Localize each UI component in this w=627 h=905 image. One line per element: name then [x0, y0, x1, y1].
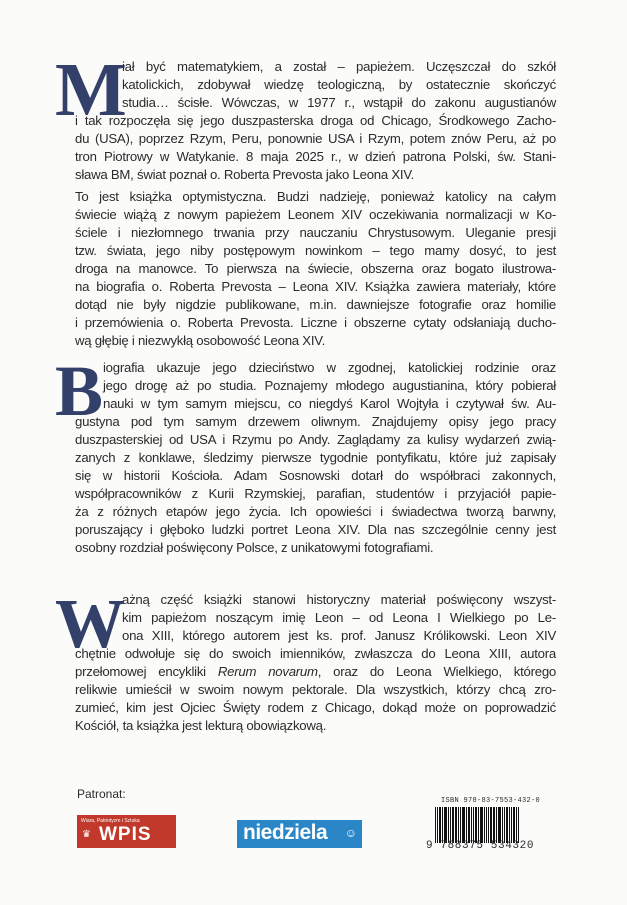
barcode-bar	[493, 807, 495, 843]
text-line: zumieć, kim jest Ojciec Święty rodem z Chicago, dokąd może on poprowadzić	[75, 700, 556, 715]
madonna-icon: ☺	[344, 826, 357, 840]
text-segment: przełomowej encykliki	[75, 664, 218, 679]
paragraph-3	[75, 359, 556, 557]
barcode-bar	[439, 807, 441, 843]
text-line: i przemówienia o. Roberta Prevosta. Liczne i obszerne cytaty odsłaniają ducho-	[75, 315, 556, 330]
text-line: To jest książka optymistyczna. Budzi nadzieję, ponieważ katolicy na całym	[75, 189, 556, 204]
text-line: chętnie odwołuje się do swoich imienników, zwłaszcza do Leona XIII, autora	[75, 646, 556, 661]
text-line: nauki w tym samym miejscu, co niegdyś Karol Wojtyła i czytywał św. Au-	[103, 396, 556, 411]
text-line: relikwie umieścił w swoim nowym pektorale. Dla wszystkich, którzy chcą zro-	[75, 682, 556, 697]
text-line: duszpasterskiej od USA i Rzymu po Andy. Zaglądamy za kulisy wydarzeń zwią-	[75, 432, 556, 447]
text-line: iografia ukazuje jego dzieciństwo w zgodnej, katolickiej rodzinie oraz	[103, 360, 556, 375]
text-segment: , oraz do Leona Wielkiego, którego	[317, 664, 557, 679]
barcode-bar	[442, 807, 443, 843]
barcode-bar	[488, 807, 489, 843]
patronat-label: Patronat:	[77, 787, 126, 801]
paragraph-1	[75, 58, 556, 184]
paragraph-2	[75, 188, 556, 350]
barcode-bar	[466, 807, 467, 843]
text-line: droga na manowce. To pierwsza na świecie, obszerna oraz bogato ilustrowa-	[75, 261, 556, 276]
barcode-bar	[486, 807, 487, 843]
drop-cap-m: M	[55, 48, 127, 132]
text-line: ona XIII, którego autorem jest ks. prof. Janusz Królikowski. Leon XIV	[122, 628, 556, 643]
isbn-text: ISBN 978-83-7553-432-0	[441, 797, 541, 805]
text-line	[75, 663, 556, 681]
barcode-bar	[444, 807, 447, 843]
text-line: kim papieżom noszącym imię Leon – od Leona I Wielkiego po Le-	[122, 610, 556, 625]
text-line: poruszający i głęboko ludzki portret Leona XIV. Dla nas szczególnie cenny jest	[75, 522, 556, 537]
barcode-bar	[471, 807, 472, 843]
ean-number: 9 788375 534320	[426, 840, 535, 852]
barcode-bar	[450, 807, 451, 843]
text-line: tron Piotrowy w Watykanie. 8 maja 2025 r., w dzień patrona Polski, św. Stani-	[75, 149, 556, 164]
barcode-bar	[473, 807, 474, 843]
text-line: Kościół, ta książka jest lekturą obowiązkową.	[75, 718, 327, 733]
paragraph-4	[75, 591, 556, 735]
text-line: katolickich, zdobywał wiedzę teologiczną, by ostatecznie skończyć	[122, 77, 556, 92]
barcode-bar	[468, 807, 470, 843]
text-line: studia… ścisłe. Wówczas, w 1977 r., wstąpił do zakonu augustianów	[122, 95, 556, 110]
text-line: ściele i niezłomnego trwania przy nauczaniu Chrystusowym. Uleganie presji	[75, 225, 556, 240]
text-line: du (USA), poprzez Rzym, Peru, ponownie USA i Rzym, potem znów Peru, aż po	[75, 131, 556, 146]
text-line: gustyna pod tym samym drzewem oliwnym. Znajdujemy opisy jego pracy	[75, 414, 556, 429]
text-line: iał być matematykiem, a został – papieżem. Uczęszczał do szkół	[122, 59, 556, 74]
barcode-bars	[435, 807, 527, 843]
barcode-bar	[496, 807, 497, 843]
barcode-bar	[460, 807, 461, 843]
text-line: się w historii Kościoła. Adam Sosnowski dotarł do współbraci zakonnych,	[75, 468, 556, 483]
barcode-bar	[502, 807, 503, 843]
text-line: współpracowników z Kurii Rzymskiej, parafian, studentów i przyjaciół papie-	[75, 486, 556, 501]
barcode-bar	[452, 807, 454, 843]
barcode-bar	[506, 807, 508, 843]
isbn-barcode	[423, 797, 541, 857]
text-line: osobny rozdział poświęcony Polsce, z unikatowymi fotografiami.	[75, 540, 434, 555]
barcode-bar	[478, 807, 479, 843]
barcode-bar	[437, 807, 438, 843]
barcode-bar	[475, 807, 477, 843]
barcode-bar	[516, 807, 517, 843]
text-line: na biografia o. Roberta Prevosta – Leona XIV. Książka zawiera materiały, które	[75, 279, 556, 294]
encyclical-title: Rerum novarum	[217, 664, 318, 679]
barcode-bar	[504, 807, 505, 843]
barcode-bar	[511, 807, 512, 843]
eagle-icon: ♛	[82, 829, 91, 840]
barcode-bar	[490, 807, 492, 843]
text-line: i tak rozpoczęła się jego duszpasterska droga od Chicago, Środkowego Zacho-	[75, 113, 556, 128]
barcode-bar	[462, 807, 465, 843]
barcode-bar	[513, 807, 515, 843]
barcode-bar	[448, 807, 449, 843]
text-line: sława BM, świat poznał o. Roberta Prevosta jako Leona XIV.	[75, 167, 415, 182]
barcode-bar	[458, 807, 459, 843]
barcode-bar	[480, 807, 483, 843]
text-line: wą głębię i niezwykłą osobowość Leona XIV.	[75, 333, 325, 348]
barcode-bar	[484, 807, 485, 843]
barcode-bar	[435, 807, 436, 843]
niedziela-name: niedziela	[243, 821, 328, 844]
wpis-name: WPIS	[99, 824, 152, 845]
text-line: dotąd nie były nigdzie publikowane, m.in. dawniejsze fotografie oraz homilie	[75, 297, 556, 312]
drop-cap-w: W	[55, 586, 125, 663]
barcode-bar	[509, 807, 510, 843]
barcode-bar	[455, 807, 457, 843]
text-line: tzw. świata, jego niby postępowym nowinkom – tego mamy dosyć, to jest	[75, 243, 556, 258]
drop-cap-b: B	[55, 351, 104, 431]
wpis-logo	[77, 815, 176, 848]
wpis-tagline: Wiara, Patriotyzm i Sztuka	[81, 818, 140, 824]
text-line: ażną część książki stanowi historyczny materiał poświęcony wszyst-	[122, 592, 556, 607]
text-line: ża z różnych etapów jego życia. Ich opowieści i świadectwa tworzą barwny,	[75, 504, 556, 519]
text-line: świecie wiążą z nowym papieżem Leonem XIV oczekiwania normalizacji w Ko-	[75, 207, 556, 222]
barcode-bar	[518, 807, 519, 843]
niedziela-logo	[237, 820, 362, 848]
barcode-bar	[498, 807, 501, 843]
text-line: zanych z konklawe, śledzimy pierwsze tygodnie pontyfikatu, które już zapisały	[75, 450, 556, 465]
text-line: jego drogę aż po studia. Poznajemy młodego augustianina, który pobierał	[103, 378, 556, 393]
